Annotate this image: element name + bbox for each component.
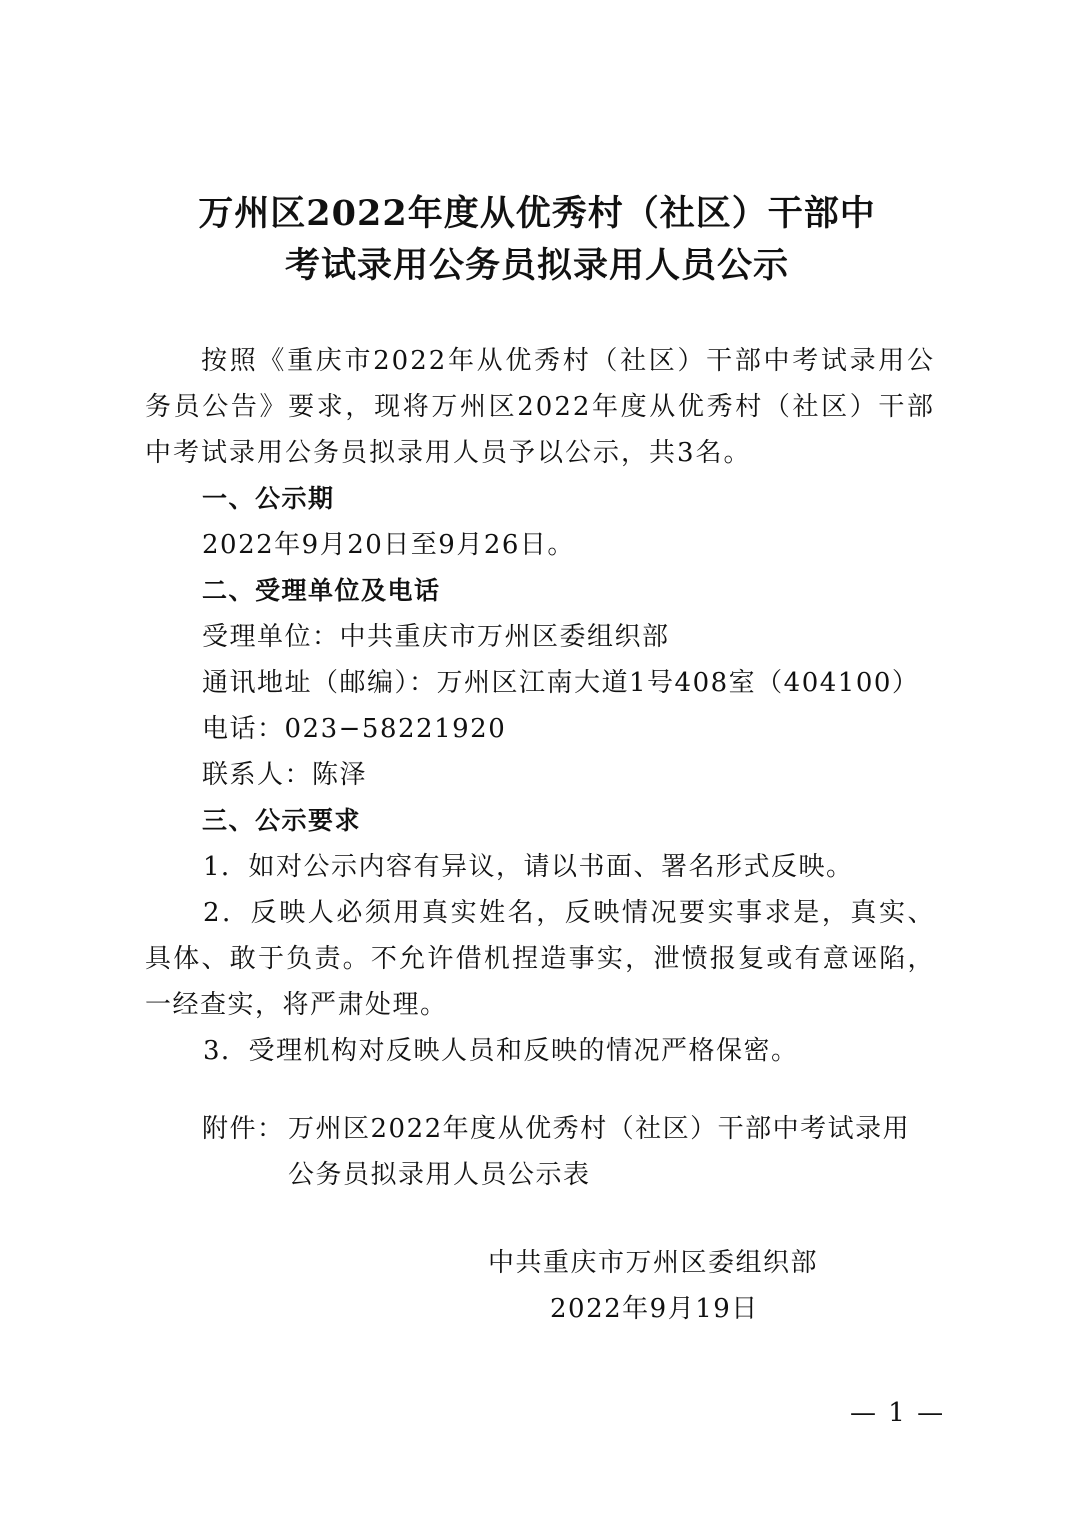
publicity-period: 2022年9月20日至9月26日。 [202, 530, 575, 560]
requirement-item-3: 3．受理机构对反映人员和反映的情况严格保密。 [203, 1036, 799, 1066]
requirement-item-2: 2．反映人必须用真实姓名，反映情况要实事求是，真实、具体、敢于负责。不允许借机捏造事实，泄愤报复或有意诬陷，一经查实，将严肃处理。 [145, 898, 935, 1020]
document-title-line1: 万州区2022年度从优秀村（社区）干部中 [198, 193, 876, 234]
document-title-line2: 考试录用公务员拟录用人员公示 [284, 245, 789, 286]
phone-number: 电话：023−58221920 [202, 714, 507, 744]
page-number: — 1 — [850, 1398, 946, 1428]
attachment-title: 万州区2022年度从优秀村（社区）干部中考试录用公务员拟录用人员公示表 [288, 1114, 911, 1190]
signature-organization: 中共重庆市万州区委组织部 [488, 1248, 819, 1278]
contact-person: 联系人：陈泽 [202, 760, 368, 790]
requirement-item-1: 1．如对公示内容有异议，请以书面、署名形式反映。 [203, 852, 854, 882]
mailing-address: 通讯地址（邮编）：万州区江南大道1号408室（404100） [202, 668, 920, 698]
accepting-unit: 受理单位：中共重庆市万州区委组织部 [202, 622, 670, 652]
attachment-label: 附件： [202, 1114, 285, 1144]
intro-paragraph: 按照《重庆市2022年从优秀村（社区）干部中考试录用公务员公告》要求，现将万州区2022年度从优秀村（社区）干部中考试录用公务员拟录用人员予以公示，共3名。 [145, 346, 935, 468]
section3-heading: 三、公示要求 [202, 806, 362, 835]
signature-date: 2022年9月19日 [550, 1294, 759, 1324]
section2-heading: 二、受理单位及电话 [202, 576, 441, 605]
section1-heading: 一、公示期 [202, 484, 335, 513]
